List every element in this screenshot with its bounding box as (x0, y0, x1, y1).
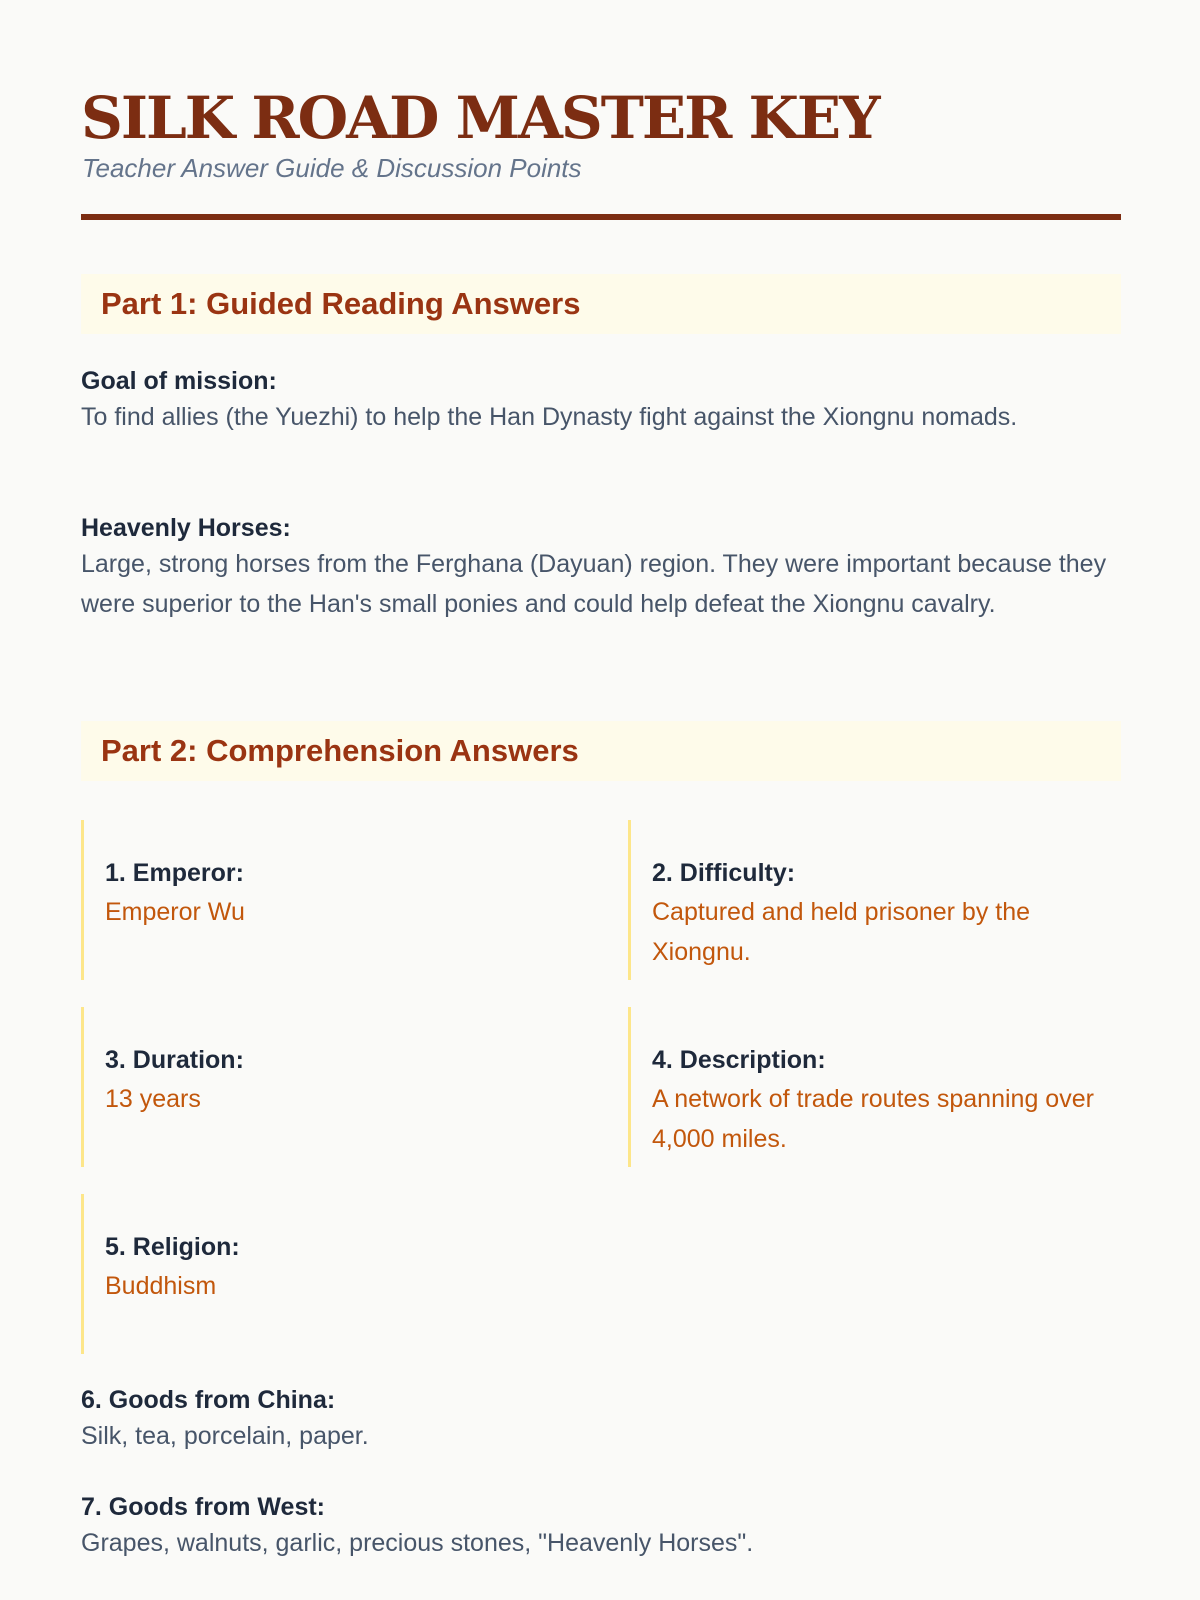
answer-card-emperor (81, 820, 591, 980)
answer-card-description (628, 1007, 1138, 1167)
card-answer: 13 years (105, 1085, 201, 1113)
answer-goods-from-china (81, 1384, 1121, 1456)
card-label: 1. Emperor: (105, 859, 244, 887)
header-divider (81, 214, 1121, 220)
card-answer: Buddhism (105, 1272, 217, 1300)
answer-goal-of-mission (81, 365, 1121, 437)
answer-card-religion (81, 1194, 591, 1354)
card-label: 5. Religion: (105, 1233, 240, 1261)
answer-heavenly-horses (81, 512, 1121, 624)
card-answer: Emperor Wu (105, 898, 245, 926)
answer-label: 6. Goods from China: (81, 1386, 336, 1414)
answer-text: To find allies (the Yuezhi) to help the Han Dynasty fight against the Xiongnu nomads. (81, 403, 1018, 431)
answer-label: Heavenly Horses: (81, 514, 291, 542)
card-label: 3. Duration: (105, 1046, 244, 1074)
answer-card-duration (81, 1007, 591, 1167)
section-heading-part1 (81, 274, 1121, 334)
answer-text: Silk, tea, porcelain, paper. (81, 1422, 369, 1450)
section-heading-part1-text: Part 1: Guided Reading Answers (101, 286, 581, 321)
page-subtitle: Teacher Answer Guide & Discussion Points (82, 153, 582, 183)
answer-text: Grapes, walnuts, garlic, precious stones, "Heavenly Horses". (81, 1529, 754, 1557)
answer-text: Large, strong horses from the Ferghana (Dayuan) region. They were important because they were superior to the Han's small ponies and could help defeat the Xiongnu cavalry. (81, 550, 1107, 618)
section-heading-part2 (81, 721, 1121, 781)
section-heading-part2-text: Part 2: Comprehension Answers (101, 733, 579, 768)
card-answer: Captured and held prisoner by the Xiongnu. (652, 898, 1031, 966)
answer-card-difficulty (628, 820, 1138, 980)
answer-label: 7. Goods from West: (81, 1493, 326, 1521)
card-label: 4. Description: (652, 1046, 826, 1074)
card-answer: A network of trade routes spanning over 4,000 miles. (652, 1085, 1094, 1153)
answer-goods-from-west (81, 1491, 1121, 1563)
answer-label: Goal of mission: (81, 367, 277, 395)
card-label: 2. Difficulty: (652, 859, 796, 887)
page-title: SILK ROAD MASTER KEY (81, 84, 879, 152)
